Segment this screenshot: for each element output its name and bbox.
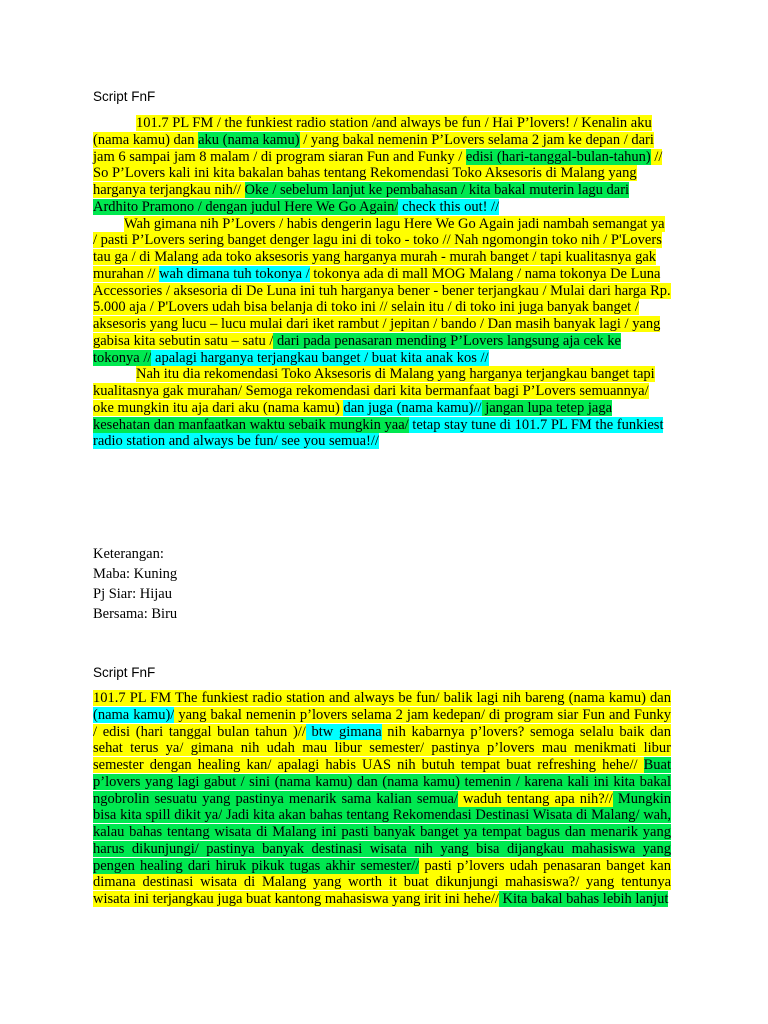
script-2-body	[93, 690, 671, 908]
green-highlight-segment: Mungkin bisa kita spill dikit ya/	[93, 790, 671, 824]
script-2-title: Script FnF	[93, 665, 156, 680]
yellow-highlight-segment: / yang bakal nemenin P’Lovers selama 2 jam ke depan / dari jam 6 sampai jam 8 malam / di program siaran Fun and Funky /	[93, 131, 654, 165]
green-highlight-segment: Jadi kita akan bahas tentang Rekomendasi Destinasi Wisata di Malang/ wah, kalau bahas tentang wisata di Malang ini pasti banyak banget ya tempat bagus dan menarik yang harus dikunjungi/ pastinya banyak destinasi wisata nih yang bisa dijangkau mahasiswa yang pengen healing dari hiruk pikuk tugas akhir semester//	[93, 807, 671, 874]
legend-item-bersama: Bersama: Biru	[93, 606, 178, 622]
cyan-highlight-segment: check this out! //	[398, 198, 500, 215]
yellow-highlight-segment: pasti p’lovers udah penasaran banget kan dimana destinasi wisata di Malang yang worth it buat dikunjungi mahasiswa?/ yang tentunya wisata ini terjangkau juga buat kantong mahasiswa yang irit ini hehe//	[93, 857, 671, 907]
cyan-highlight-segment: btw gimana	[305, 723, 382, 740]
legend-item-pj-siar: Pj Siar: Hijau	[93, 586, 172, 602]
legend-item-maba: Maba: Kuning	[93, 566, 178, 582]
yellow-highlight-segment: // So P’Lovers kali ini kita bakalan bahas tentang Rekomendasi Toko Aksesoris di Malang yang harganya terjangkau nih//	[93, 148, 663, 198]
yellow-highlight-segment: Wah gimana nih P’Lovers / habis dengerin lagu Here We Go Again jadi nambah semangat ya / pasti P’Lovers sering banget denger lagu ini di toko - toko // Nah ngomongin toko nih / P'Lovers tau ga / di Malang ada toko aksesoris yang harganya murah - murah banget / tapi kualitasnya gak murahan //	[93, 215, 665, 282]
yellow-highlight-segment: waduh tentang apa nih?//	[457, 790, 613, 807]
green-highlight-segment: edisi (hari-tanggal-bulan-tahun)	[465, 148, 651, 165]
legend-title: Keterangan:	[93, 546, 164, 562]
script-1-paragraph-3	[93, 366, 671, 450]
cyan-highlight-segment: dan juga (nama kamu)//	[343, 399, 482, 416]
green-highlight-segment: jangan lupa tetep jaga kesehatan dan manfaatkan waktu sebaik mungkin yaa/	[93, 399, 613, 433]
yellow-highlight-segment: Nah itu dia rekomendasi Toko Aksesoris di Malang yang harganya terjangkau banget tapi kualitasnya gak murahan/ Semoga rekomendasi dari kita bermanfaat bagi P’Lovers semuannya/ oke mungkin itu aja dari aku (nama kamu)	[93, 366, 655, 416]
cyan-highlight-segment: tetap stay tune di 101.7 PL FM the funkiest radio station and always be fun/ see you semua!//	[93, 416, 664, 450]
script-2-paragraph-1	[93, 690, 671, 908]
green-highlight-segment: Oke / sebelum lanjut ke pembahasan / kita bakal muterin lagu dari Ardhito Pramono / dengan judul Here We Go Again/	[93, 182, 630, 215]
green-highlight-segment: aku (nama kamu)	[198, 131, 300, 148]
yellow-highlight-segment: 101.7 PL FM The funkiest radio station and always be fun/ balik lagi nih bareng (nama kamu) dan	[93, 690, 671, 706]
yellow-highlight-segment: tokonya ada di mall MOG Malang / nama tokonya De Luna Accessories / aksesoria di De Luna ini tuh harganya bener - bener terjangkau / Mulai dari harga Rp. 5.000 aja / P'Lovers udah bisa belanja di toko ini // selain itu / di toko ini juga banyak banget / aksesoris yang lucu – lucu mulai dari iket rambut / jepitan / bando / Dan masih banyak lagi / yang gabisa kita sebutin satu – satu /	[93, 265, 671, 349]
cyan-highlight-segment: apalagi harganya terjangkau banget / buat kita anak kos //	[151, 349, 489, 366]
green-highlight-segment: Buat p’lovers yang lagi gabut / sini (nama kamu) dan (nama kamu) temenin / karena kali ini kita bakal ngobrolin sesuatu yang pastinya menarik sama kalian semua/	[93, 757, 671, 807]
script-1-title: Script FnF	[93, 89, 156, 104]
yellow-highlight-segment: yang bakal nemenin p’lovers selama 2 jam kedepan/ di program siar Fun and Funky / edisi (hari tanggal bulan tahun )//	[93, 706, 671, 740]
script-1-paragraph-1	[93, 115, 671, 216]
yellow-highlight-segment: 101.7 PL FM / the funkiest radio station /and always be fun / Hai P’lovers! / Kenalin aku (nama kamu) dan	[93, 115, 652, 148]
legend	[93, 544, 177, 624]
green-highlight-segment: Kita bakal bahas lebih lanjut	[498, 891, 669, 907]
script-1-body	[93, 115, 671, 450]
cyan-highlight-segment: wah dimana tuh tokonya /	[159, 265, 310, 282]
cyan-highlight-segment: (nama kamu)/	[93, 706, 175, 723]
green-highlight-segment: dari pada penasaran mending P’Lovers langsung aja cek ke tokonya //	[93, 332, 621, 366]
script-1-paragraph-2	[93, 216, 671, 367]
yellow-highlight-segment: nih kabarnya p’lovers? semoga selalu baik dan sehat terus ya/ gimana nih udah mau libur semester/ pastinya p’lovers mau menikmati libur semester dengan healing kan/ apalagi habis UAS nih butuh tempat buat refreshing hehe//	[93, 723, 671, 773]
